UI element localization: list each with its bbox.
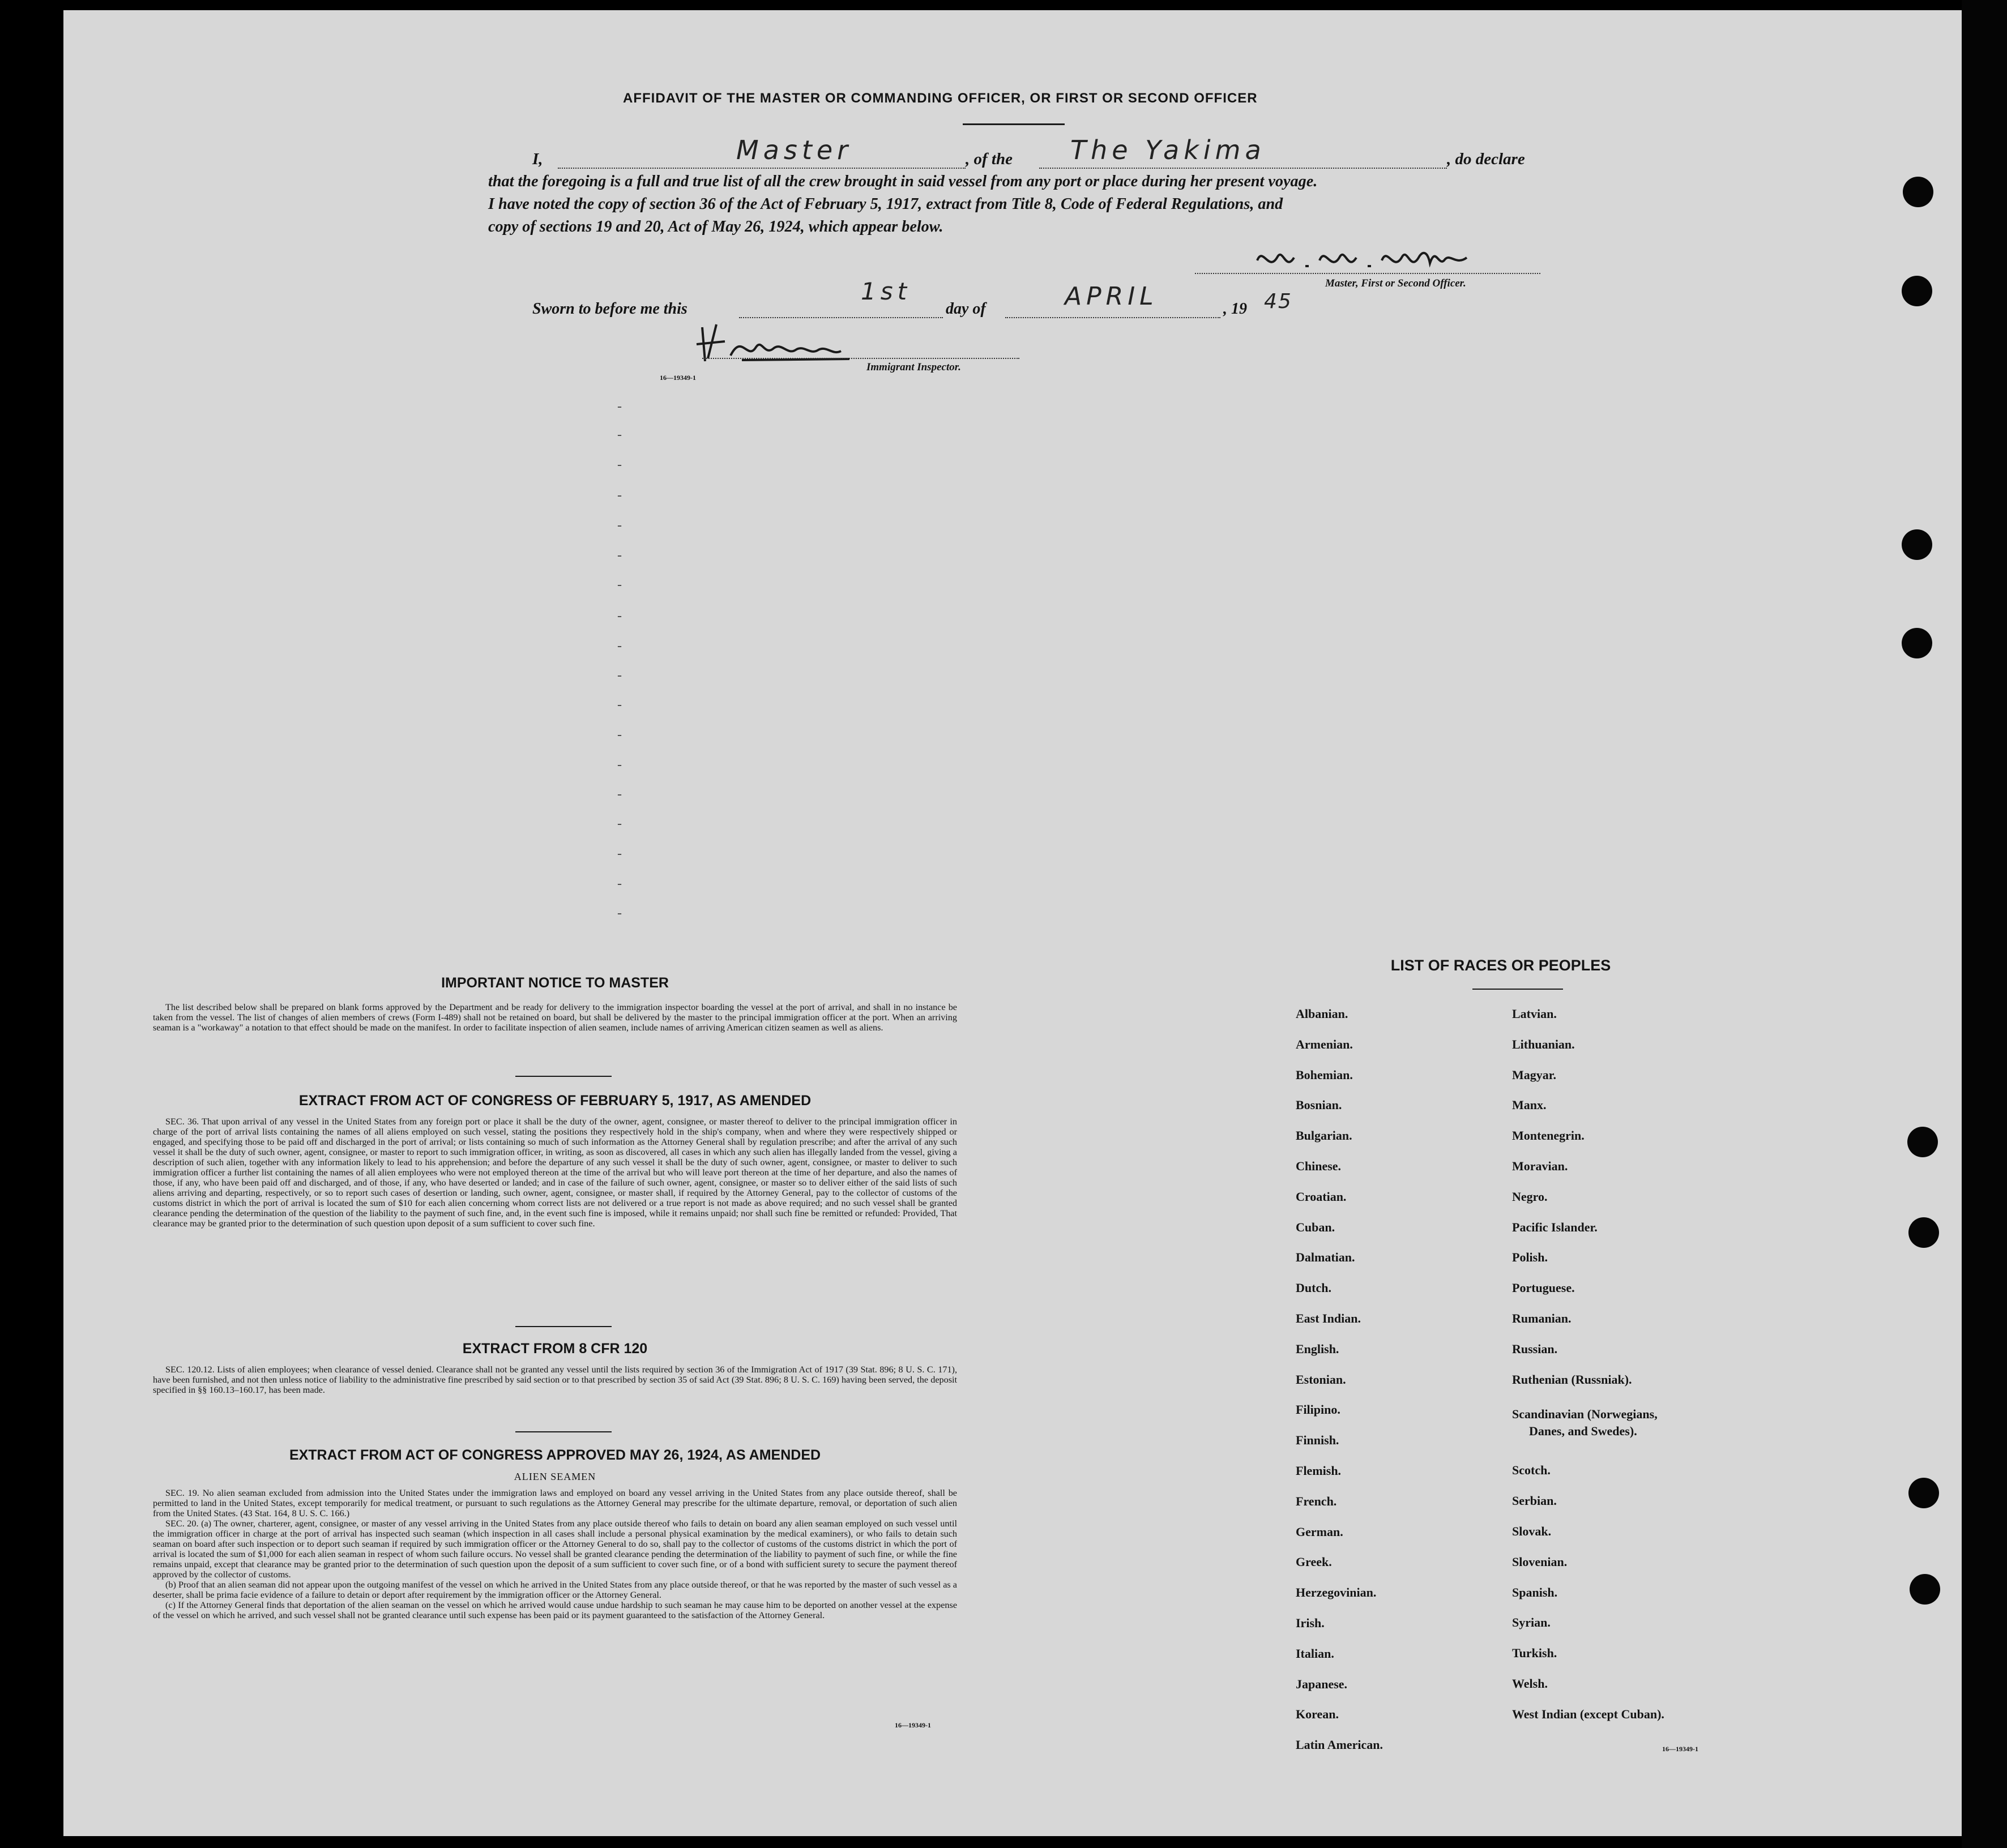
races-column-1 <box>1296 1007 1383 1768</box>
race-item: Greek. <box>1296 1555 1332 1569</box>
race-item: Pacific Islander. <box>1512 1220 1598 1234</box>
race-item: Irish. <box>1296 1615 1325 1630</box>
punch-hole <box>1902 628 1932 658</box>
punch-hole <box>1907 1127 1938 1157</box>
race-item: Danes, and Swedes). <box>1529 1424 1637 1439</box>
race-item: Syrian. <box>1512 1615 1551 1630</box>
year-prefix: , 19 <box>1223 300 1247 318</box>
vessel-handwritten: The Yakima <box>1070 135 1266 165</box>
race-item: Lithuanian. <box>1512 1037 1575 1051</box>
race-item: Dalmatian. <box>1296 1250 1355 1265</box>
dash: - <box>617 876 622 891</box>
dash: - <box>617 578 622 592</box>
race-item: Herzegovinian. <box>1296 1585 1377 1600</box>
month-line <box>1005 317 1220 318</box>
extract-cfr-text <box>153 1364 957 1395</box>
punch-hole <box>1908 1478 1939 1508</box>
races-column-2 <box>1512 1007 1664 1738</box>
form-number-right: 16—19349-1 <box>1662 1745 1698 1753</box>
inspector-line <box>702 358 1019 359</box>
dash: - <box>617 906 622 921</box>
inspector-caption: Immigrant Inspector. <box>866 361 961 373</box>
race-item: French. <box>1296 1494 1337 1508</box>
race-item: Latin American. <box>1296 1738 1383 1752</box>
race-item: German. <box>1296 1524 1343 1539</box>
race-item: Cuban. <box>1296 1220 1335 1234</box>
race-item: Bosnian. <box>1296 1098 1342 1113</box>
affidavit-line2: that the foregoing is a full and true list of all the crew brought in said vessel from any port or place during her present voyage. <box>488 173 1318 190</box>
extract-1917-paragraph: SEC. 36. That upon arrival of any vessel in the United States from any foreign port or place it shall be the duty of the owner, agent, consignee, or master thereof to deliver to the principal immigration officer in charge of the port of arrival lists containing the names of all aliens employed on such vessel, stating the positions they respectively hold in the ship's company, when and where they were respectively shipped or engaged, and specifying those to be paid off and discharged in the port of arrival; or lists containing so much of such information as the Attorney General shall by regulation prescribe; and after the arrival of any such vessel it shall be the duty of such owner, agent, consignee, or master to report to such immigration officer, in writing, as soon as discovered, all cases in which any such alien has illegally landed from the vessel, giving a description of such alien, together with any information likely to lead to his apprehension; and before the departure of any such vessel it shall be the duty of such owner, agent, consignee, or master to deliver to such immigration officer a further list containing the names of all alien employees who were not employed thereon at the time of the arrival but who will leave port thereon at the time of her departure, and also the names of those, if any, who have been paid off and discharged, and of those, if any, who have deserted or landed; and in case of the failure of such owner, agent, consignee, or master so to deliver either of the said lists of such aliens arriving and departing, respectively, or so to report such cases of desertion or landing, such owner, agent, consignee, or master shall, if required by the Attorney General, pay to the collector of customs of the customs district in which the port of arrival is located the sum of $10 for each alien concerning whom correct lists are not delivered or a true report is not made as above required; and no such vessel shall be granted clearance pending the determination of the question of the liability to the payment of such fine, and, in the event such fine is imposed, while it remains unpaid; nor shall such fine be remitted or refunded: Provided, That clearance may be granted prior to the determination of such question upon deposit of a sum sufficient to cover such fine. <box>153 1116 957 1229</box>
punch-hole <box>1902 529 1932 560</box>
race-item: West Indian (except Cuban). <box>1512 1706 1664 1721</box>
extract-cfr-paragraph: SEC. 120.12. Lists of alien employees; when clearance of vessel denied. Clearance shall not be granted any vessel until the lists required by section 36 of the Immigration Act of 1917 (39 Stat. 896; 8 U. S. C. 171), have been furnished, and not then unless notice of liability to the administrative fine prescribed by said section or to that prescribed by section 35 of said Act (39 Stat. 896; 8 U. S. C. 169) having been served, the deposit specified in §§ 160.13–160.17, has been made. <box>153 1364 957 1395</box>
punch-hole <box>1903 177 1933 207</box>
race-item: Flemish. <box>1296 1463 1342 1478</box>
dash: - <box>617 518 622 533</box>
race-item: Magyar. <box>1512 1067 1557 1082</box>
race-item: Armenian. <box>1296 1037 1353 1051</box>
race-item: Portuguese. <box>1512 1281 1575 1295</box>
race-item: Ruthenian (Russniak). <box>1512 1372 1632 1387</box>
of-the-label: , of the <box>966 150 1013 168</box>
dash: - <box>617 787 622 802</box>
race-item: Finnish. <box>1296 1433 1339 1448</box>
race-item: Welsh. <box>1512 1676 1548 1691</box>
races-rule <box>1472 989 1563 990</box>
punch-hole <box>1910 1574 1940 1605</box>
extract-1924-text <box>153 1488 957 1620</box>
dash: - <box>617 846 622 861</box>
dash: - <box>617 758 622 772</box>
affidavit-line3: I have noted the copy of section 36 of the Act of February 5, 1917, extract from Title 8, Code of Federal Regulations, and <box>488 195 1283 213</box>
race-item: Chinese. <box>1296 1158 1342 1173</box>
extract-1917-title: EXTRACT FROM ACT OF CONGRESS OF FEBRUARY 5, 1917, AS AMENDED <box>298 1093 812 1109</box>
race-item: Polish. <box>1512 1250 1548 1265</box>
race-item: Moravian. <box>1512 1158 1568 1173</box>
title-rule <box>963 123 1065 125</box>
alien-seamen-subtitle: ALIEN SEAMEN <box>514 1471 596 1482</box>
race-item: Serbian. <box>1512 1494 1557 1508</box>
race-item: Latvian. <box>1512 1007 1557 1021</box>
sec20b-paragraph: (b) Proof that an alien seaman did not appear upon the outgoing manifest of the vessel on which he arrived in the United States from any place outside thereof, or that he was reported by the master of such vessel as a deserter, shall be prima facie evidence of a failure to detain or deport after requirement by the immigration officer or the Attorney General. <box>153 1580 957 1600</box>
notice-rule <box>515 1076 612 1077</box>
i-label: I, <box>532 150 543 168</box>
dash: - <box>617 609 622 623</box>
race-item: Manx. <box>1512 1098 1547 1113</box>
sec20a-paragraph: SEC. 20. (a) The owner, charterer, agent, consignee, or master of any vessel arriving in the United States from any place outside thereof who fails to detain on board any alien seaman employed on such vessel until the immigration officer in charge at the port of arrival has inspected such seaman (which inspection in all cases shall include a personal physical examination by the medical examiners), or who fails to detain such seaman on board after such inspection or to deport such seaman if required by such immigration officer or the Attorney General to do so, shall pay to the collector of customs of the customs district in which the port of arrival is located the sum of $1,000 for each alien seaman in respect of whom such failure occurs. No vessel shall be granted clearance pending the determination of the liability to payment of such fine, or while the fine remains unpaid, except that clearance may be granted prior to the determination of such question upon the deposit of a sum sufficient to cover such fine, or of a bond with sufficient surety to secure the payment thereof approved by the collector of customs. <box>153 1518 957 1580</box>
form-number-left: 16—19349-1 <box>895 1721 931 1729</box>
race-item: Croatian. <box>1296 1189 1347 1204</box>
day-handwritten: 1st <box>861 277 912 305</box>
extract-1917-rule <box>515 1326 612 1327</box>
day-of-label: day of <box>946 300 986 318</box>
dash: - <box>617 399 622 414</box>
dash: - <box>617 548 622 563</box>
vessel-line <box>1039 168 1447 169</box>
race-item: Rumanian. <box>1512 1311 1572 1325</box>
race-item: Italian. <box>1296 1646 1334 1661</box>
race-item: East Indian. <box>1296 1311 1361 1325</box>
race-item: Russian. <box>1512 1341 1558 1356</box>
master-signature <box>1252 241 1489 283</box>
sec20c-paragraph: (c) If the Attorney General finds that deportation of the alien seaman on the vessel on which he arrived would cause undue hardship to such seaman he may cause him to be deported on another vessel at the expense of the vessel on which he arrived, and such vessel shall not be granted clearance until such expense has been paid or its payment guaranteed to the satisfaction of the Attorney General. <box>153 1600 957 1620</box>
punch-hole <box>1902 276 1932 306</box>
race-item: Negro. <box>1512 1189 1548 1204</box>
signature-line <box>1195 273 1540 274</box>
affidavit-title: AFFIDAVIT OF THE MASTER OR COMMANDING OFFICER, OR FIRST OR SECOND OFFICER <box>623 91 1258 106</box>
day-line <box>739 317 943 318</box>
inspector-signature <box>691 322 883 370</box>
race-item: Scandinavian (Norwegians, <box>1512 1407 1658 1422</box>
extract-cfr-title: EXTRACT FROM 8 CFR 120 <box>462 1341 648 1357</box>
race-item: English. <box>1296 1341 1339 1356</box>
year-handwritten: 45 <box>1264 290 1292 313</box>
month-handwritten: APRIL <box>1065 282 1158 311</box>
race-item: Korean. <box>1296 1707 1339 1722</box>
race-item: Turkish. <box>1512 1646 1557 1661</box>
race-item: Scotch. <box>1512 1463 1551 1478</box>
dash: - <box>617 668 622 683</box>
dash: - <box>617 427 622 442</box>
notice-text <box>153 1002 957 1033</box>
race-item: Bohemian. <box>1296 1067 1353 1082</box>
race-item: Spanish. <box>1512 1585 1558 1599</box>
race-item: Slovenian. <box>1512 1554 1568 1569</box>
affidavit-line4: copy of sections 19 and 20, Act of May 26, 1924, which appear below. <box>488 218 943 236</box>
dash: - <box>617 488 622 503</box>
dash: - <box>617 816 622 831</box>
extract-1917-text <box>153 1116 957 1229</box>
race-item: Slovak. <box>1512 1524 1552 1538</box>
dash: - <box>617 457 622 472</box>
punch-hole <box>1908 1217 1939 1248</box>
race-item: Bulgarian. <box>1296 1128 1352 1143</box>
do-declare-label: , do declare <box>1447 150 1525 168</box>
dash: - <box>617 728 622 742</box>
extract-1924-title: EXTRACT FROM ACT OF CONGRESS APPROVED MAY 26, 1924, AS AMENDED <box>289 1447 821 1463</box>
master-handwritten: Master <box>736 135 853 165</box>
extract-cfr-rule <box>515 1431 612 1432</box>
dash: - <box>617 698 622 712</box>
sec19-paragraph: SEC. 19. No alien seaman excluded from admission into the United States under the immigration laws and employed on board any vessel arriving in the United States from any place outside thereof, shall be permitted to land in the United States, except temporarily for medical treatment, or pursuant to such regulations as the Attorney General may prescribe for the ultimate departure, removal, or deportation of such alien from the United States. (43 Stat. 164, 8 U. S. C. 166.) <box>153 1488 957 1518</box>
dash: - <box>617 639 622 653</box>
form-number-top: 16—19349-1 <box>660 374 696 382</box>
notice-paragraph: The list described below shall be prepared on blank forms approved by the Department and be ready for delivery to the immigration inspector boarding the vessel at the port of arrival, and shall in no instance be taken from the vessel. The list of changes of alien members of crews (Form I-489) shall not be retained on board, but shall be delivered by the master to the principal immigration officer at the port. When an arriving seaman is a "workaway" a notation to that effect should be made on the manifest. In order to facilitate inspection of alien seamen, include names of arriving American citizen seamen as well as aliens. <box>153 1002 957 1033</box>
notice-title: IMPORTANT NOTICE TO MASTER <box>441 975 669 991</box>
race-item: Montenegrin. <box>1512 1128 1585 1143</box>
master-signature-caption: Master, First or Second Officer. <box>1325 277 1466 289</box>
affidavit-line1 <box>532 150 543 169</box>
right-edge <box>1962 0 2007 1848</box>
master-line <box>558 168 966 169</box>
sworn-label: Sworn to before me this <box>532 300 687 318</box>
races-title: LIST OF RACES OR PEOPLES <box>1390 957 1611 974</box>
race-item: Filipino. <box>1296 1402 1340 1417</box>
race-item: Albanian. <box>1296 1007 1348 1021</box>
race-item: Japanese. <box>1296 1676 1348 1691</box>
race-item: Dutch. <box>1296 1281 1331 1295</box>
race-item: Estonian. <box>1296 1372 1346 1387</box>
